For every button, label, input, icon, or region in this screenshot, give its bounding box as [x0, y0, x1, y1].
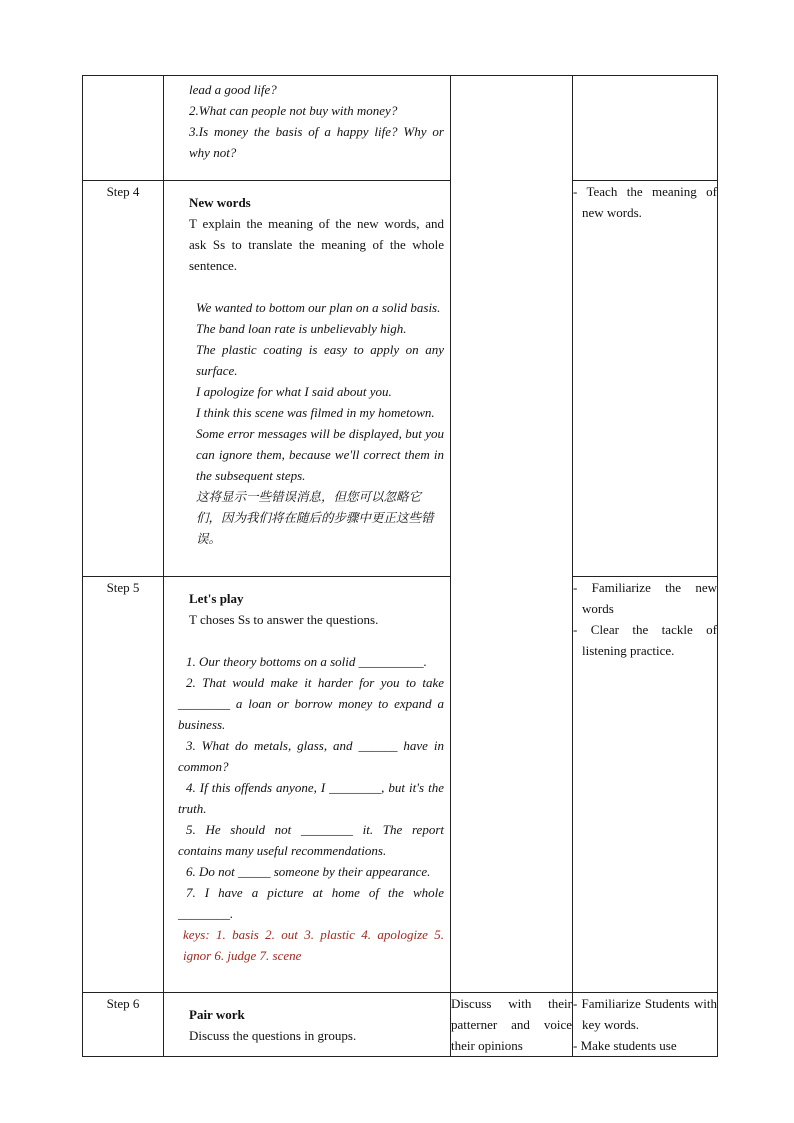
purpose-item: - Clear the tackle of listening practice. — [573, 622, 717, 658]
question-item: 2. That would make it harder for you to take ________ a loan or borrow money to expand a business. — [178, 675, 444, 732]
chinese-translation: 这将显示一些错误消息，但您可以忽略它们，因为我们将在随后的步骤中更正这些错误。 — [196, 489, 434, 546]
example-sentence: Some error messages will be displayed, but you can ignore them, because we'll correct them in the subsequent steps. — [196, 426, 444, 483]
example-sentence: I apologize for what I said about you. — [196, 384, 392, 399]
purpose-item: - Make students use — [573, 1038, 677, 1053]
step-cell — [83, 76, 164, 181]
table-row — [83, 577, 718, 993]
teacher-purpose-cell — [573, 577, 718, 993]
question-line: 3.Is money the basis of a happy life? Why or why not? — [189, 124, 444, 160]
question-line: lead a good life? — [189, 82, 277, 97]
section-heading: Let's play — [189, 591, 244, 606]
example-sentence: We wanted to bottom our plan on a solid basis. — [196, 300, 441, 315]
example-sentence: I think this scene was filmed in my hometown. — [196, 405, 435, 420]
section-heading: New words — [189, 195, 251, 210]
teacher-purpose-cell — [573, 993, 718, 1057]
question-item: 7. I have a picture at home of the whole ________. — [178, 885, 444, 921]
activity-cell — [164, 181, 451, 577]
activity-cell — [164, 76, 451, 181]
lesson-plan-table — [82, 75, 718, 1057]
activity-cell — [164, 993, 451, 1057]
question-item: 5. He should not ________ it. The report contains many useful recommendations. — [178, 822, 444, 858]
instruction-text: T explain the meaning of the new words, and ask Ss to translate the meaning of the whole sentence. — [189, 216, 444, 273]
question-item: 4. If this offends anyone, I ________, but it's the truth. — [178, 780, 444, 816]
activity-cell — [164, 577, 451, 993]
section-heading: Pair work — [189, 1007, 245, 1022]
purpose-item: - Familiarize the new words — [573, 580, 717, 616]
step-label: Step 6 — [83, 993, 164, 1057]
question-item: 3. What do metals, glass, and ______ have in common? — [178, 738, 444, 774]
instruction-text: T choses Ss to answer the questions. — [189, 612, 379, 627]
table-row — [83, 181, 718, 577]
question-item: 6. Do not _____ someone by their appearance. — [186, 864, 431, 879]
question-item: 1. Our theory bottoms on a solid __________. — [186, 654, 427, 669]
purpose-item: - Familiarize Students with key words. — [573, 996, 717, 1032]
instruction-text: Discuss the questions in groups. — [189, 1028, 357, 1043]
example-sentence: The band loan rate is unbelievably high. — [196, 321, 407, 336]
student-activity-cell — [451, 76, 573, 993]
example-sentence: The plastic coating is easy to apply on any surface. — [196, 342, 444, 378]
step-label: Step 4 — [83, 181, 164, 577]
answer-keys: keys: 1. basis 2. out 3. plastic 4. apologize 5. ignor 6. judge 7. scene — [183, 927, 444, 963]
step-label: Step 5 — [83, 577, 164, 993]
table-row — [83, 993, 718, 1057]
purpose-item: - Teach the meaning of new words. — [573, 184, 717, 220]
teacher-purpose-cell — [573, 76, 718, 181]
question-line: 2.What can people not buy with money? — [189, 103, 398, 118]
teacher-purpose-cell — [573, 181, 718, 577]
table-row — [83, 76, 718, 181]
student-activity-cell: Discuss with their patterner and voice their opinions — [451, 993, 573, 1057]
